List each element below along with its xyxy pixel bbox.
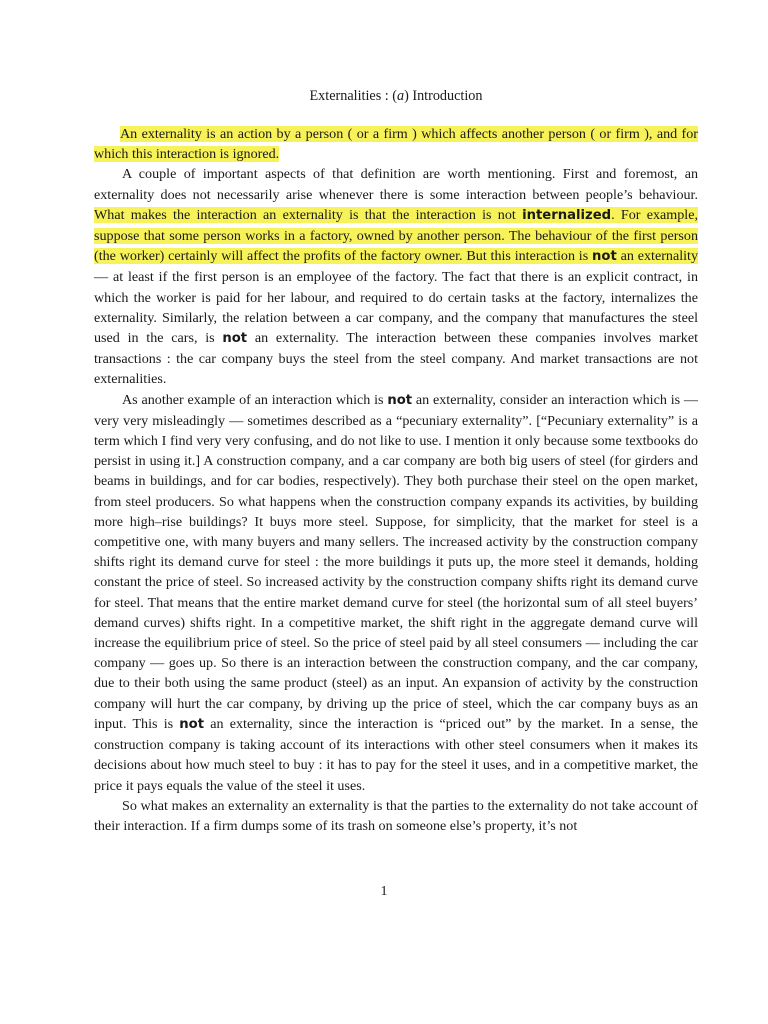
p3-text-2: an externality, consider an interaction which is — very very misleadingly — sometimes described as a “pecuniary externality”. [“Pecuniary externality” is a term which I find very very confusing, and do not like to use. I mention it only because some textbooks do persist in using it.] A construction company, and a car company are both big users of steel (for girders and beams in buildings, and for car bodies, respectively). They both purchase their steel on the open market, from steel producers. So what happens when the construction company expands its activities, by building more high–rise buildings? It buys more steel. Suppose, for simplicity, that the market for steel is a competitive one, with many buyers and many sellers. The increased activity by the construction company shifts right its demand curve for steel : the more buildings it puts up, the more steel it demands, holding constant the price of steel. So increased activity by the construction company shifts right its demand curve for steel. That means that the entire market demand curve for steel (the horizontal sum of all steel buyers’ demand curves) shifts right. In a competitive market, the shift right in the aggregate demand curve will increase the equilibrium price of steel. So the price of steel paid by all steel consumers — including the car company — goes up. So there is an interaction between the construction company, and the car company, due to their both using the same product (steel) as an input. An expansion of activity by the construction company will hurt the car company, by driving up the price of steel, which the car company buys as an input. This is bbox=[94, 391, 698, 732]
p2-bold-not-2: not bbox=[222, 331, 248, 347]
document-body bbox=[94, 124, 698, 836]
p2-text-3: an externality. The interaction between these companies involves market transactions : the car company buys the steel from the steel company. And market transactions are not externalities. bbox=[94, 330, 698, 388]
p2-highlight-1: What makes the interaction an externality is that the interaction is not bbox=[94, 206, 523, 223]
p2-bold-not-1: not bbox=[592, 249, 617, 265]
p3-text-1: As another example of an interaction which is bbox=[122, 391, 388, 408]
p2-highlight-3: an externality bbox=[616, 248, 698, 265]
p3-bold-not-1: not bbox=[387, 392, 413, 408]
document-title bbox=[94, 86, 698, 106]
document-page bbox=[94, 86, 698, 836]
paragraph-aspects bbox=[94, 164, 698, 389]
p2-text-2: — at least if the first person is an employee of the factory. The fact that there is an explicit contract, in which the worker is paid for her labour, and required to do certain tasks at the factory, internalizes the externality. Similarly, the relation between a car company, and the company that manufactures the steel used in the cars, is bbox=[94, 269, 698, 347]
p2-highlight-2: . For example, suppose that some person works in a factory, owned by another person. The behaviour of the first person (the worker) certainly will affect the profits of the factory owner. But this interaction is bbox=[94, 206, 698, 265]
p3-text-3: an externality, since the interaction is “priced out” by the market. In a sense, the construction company is taking account of its interactions with other steel consumers when it makes its decisions about how much steel to buy : it has to pay for the steel it uses, and in a competitive market, the price it pays equals the value of the steel it uses. bbox=[94, 715, 698, 794]
title-letter: a bbox=[396, 88, 405, 104]
p2-bold-internalized: internalized bbox=[522, 207, 612, 223]
highlight-not-internalized bbox=[94, 207, 698, 264]
page-number: 1 bbox=[380, 884, 388, 899]
paragraph-pecuniary bbox=[94, 390, 698, 796]
title-suffix: ) Introduction bbox=[404, 88, 483, 104]
p2-text-1: A couple of important aspects of that definition are worth mentioning. First and foremost, an externality does not necessarily arise whenever there is some interaction between people’s behaviour. bbox=[94, 166, 698, 203]
paragraph-conclusion bbox=[94, 796, 698, 836]
paragraph-definition bbox=[94, 124, 698, 164]
p4-text-1: So what makes an externality an externality is that the parties to the externality do not take account of their interaction. If a firm dumps some of its trash on someone else’s property, it’s not bbox=[94, 797, 698, 834]
highlight-definition: An externality is an action by a person ( or a firm ) which affects another person ( or firm ), and for which this interaction is ignored. bbox=[94, 126, 698, 163]
p3-bold-not-2: not bbox=[179, 716, 205, 732]
title-prefix: Externalities : ( bbox=[309, 88, 397, 104]
